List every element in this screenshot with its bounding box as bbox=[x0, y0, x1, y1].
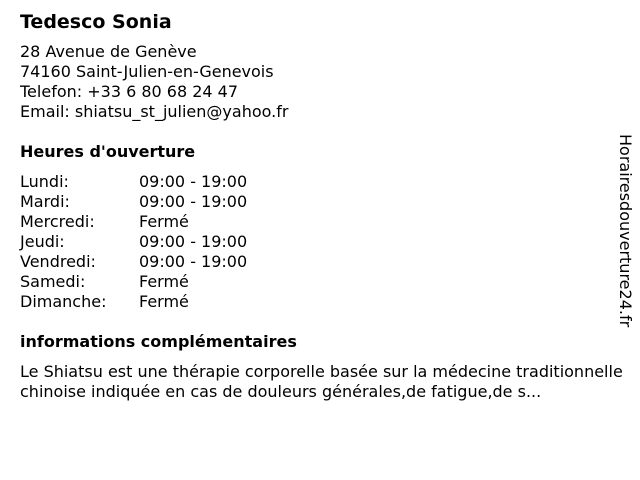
opening-hours-title: Heures d'ouverture bbox=[20, 142, 196, 161]
phone-number: Telefon: +33 6 80 68 24 47 bbox=[20, 82, 239, 101]
opening-hours-table bbox=[20, 172, 610, 312]
hours-value: 09:00 - 19:00 bbox=[139, 252, 248, 271]
hours-row-thursday bbox=[20, 232, 610, 252]
hours-value: 09:00 - 19:00 bbox=[139, 192, 248, 211]
day-label: Lundi: bbox=[20, 172, 69, 191]
email-address: Email: shiatsu_st_julien@yahoo.fr bbox=[20, 102, 289, 121]
contact-block bbox=[20, 42, 610, 122]
business-card bbox=[20, 10, 623, 402]
additional-info-text: Le Shiatsu est une thérapie corporelle basée sur la médecine traditionnelle chinoise indiquée en cas de douleurs générales,de fatigue,de s... bbox=[20, 362, 623, 401]
day-label: Dimanche: bbox=[20, 292, 107, 311]
business-name: Tedesco Sonia bbox=[20, 11, 172, 33]
hours-value: 09:00 - 19:00 bbox=[139, 232, 248, 251]
hours-row-wednesday bbox=[20, 212, 610, 232]
hours-row-saturday bbox=[20, 272, 610, 292]
day-label: Vendredi: bbox=[20, 252, 96, 271]
day-label: Mercredi: bbox=[20, 212, 95, 231]
hours-row-sunday bbox=[20, 292, 610, 312]
additional-info-title: informations complémentaires bbox=[20, 332, 297, 351]
day-label: Mardi: bbox=[20, 192, 70, 211]
hours-row-friday bbox=[20, 252, 610, 272]
hours-value: 09:00 - 19:00 bbox=[139, 172, 248, 191]
street-address: 28 Avenue de Genève bbox=[20, 42, 197, 61]
hours-value: Fermé bbox=[139, 212, 189, 231]
hours-value: Fermé bbox=[139, 292, 189, 311]
hours-row-tuesday bbox=[20, 192, 610, 212]
city-address: 74160 Saint-Julien-en-Genevois bbox=[20, 62, 274, 81]
site-watermark: Horairesdouverture24.fr bbox=[616, 134, 635, 328]
hours-value: Fermé bbox=[139, 272, 189, 291]
hours-row-monday bbox=[20, 172, 610, 192]
day-label: Samedi: bbox=[20, 272, 86, 291]
day-label: Jeudi: bbox=[20, 232, 65, 251]
